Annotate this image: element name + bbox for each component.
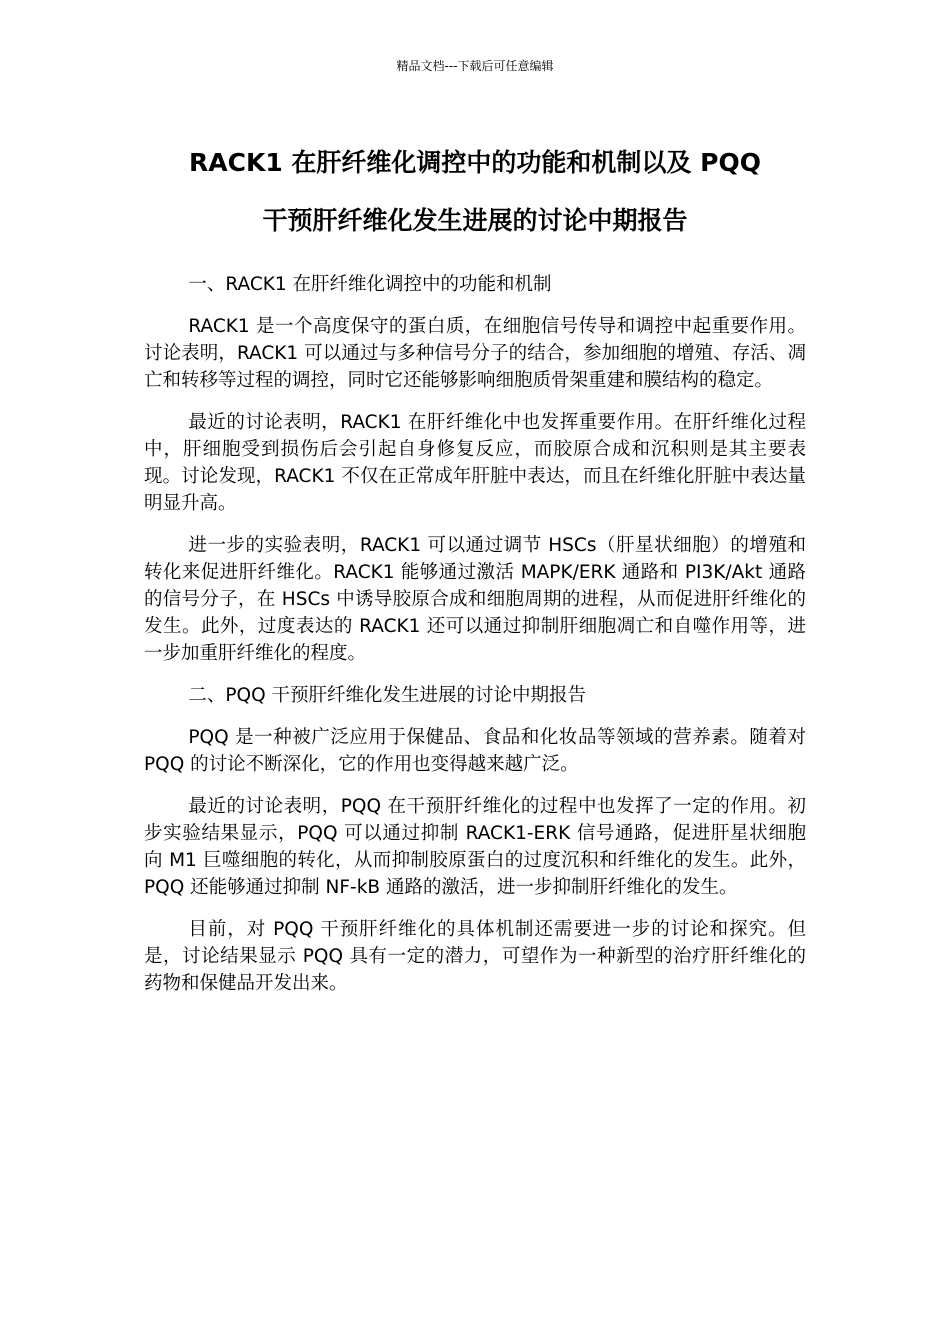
- paragraph: 进一步的实验表明，RACK1 可以通过调节 HSCs（肝星状细胞）的增殖和转化来促进肝纤维化。RACK1 能够通过激活 MAPK/ERK 通路和 PI3K/Akt 通路的信号分子，在 HSCs 中诱导胶原合成和细胞周期的进程，从而促进肝纤维化的发生。此外，过度表达的 RACK1 还可以通过抑制肝细胞凋亡和自噬作用等，进一步加重肝纤维化的程度。: [144, 535, 806, 664]
- section-1: [144, 271, 806, 667]
- title-line-2: 干预肝纤维化发生进展的讨论中期报告: [262, 206, 688, 235]
- paragraph: 最近的讨论表明，PQQ 在干预肝纤维化的过程中也发挥了一定的作用。初步实验结果显示，PQQ 可以通过抑制 RACK1-ERK 信号通路，促进肝星状细胞向 M1 巨噬细胞的转化，从而抑制胶原蛋白的过度沉积和纤维化的发生。此外，PQQ 还能够通过抑制 NF-kB 通路的激活，进一步抑制肝纤维化的发生。: [144, 796, 806, 898]
- document-body: [144, 271, 806, 1011]
- section-heading: 二、PQQ 干预肝纤维化发生进展的讨论中期报告: [188, 685, 587, 706]
- paragraph: 目前，对 PQQ 干预肝纤维化的具体机制还需要进一步的讨论和探究。但是，讨论结果显示 PQQ 具有一定的潜力，可望作为一种新型的治疗肝纤维化的药物和保健品开发出来。: [144, 919, 806, 994]
- paragraph: PQQ 是一种被广泛应用于保健品、食品和化妆品等领域的营养素。随着对 PQQ 的讨论不断深化，它的作用也变得越来越广泛。: [144, 727, 806, 775]
- paragraph: 最近的讨论表明，RACK1 在肝纤维化中也发挥重要作用。在肝纤维化过程中，肝细胞受到损伤后会引起自身修复反应，而胶原合成和沉积则是其主要表现。讨论发现，RACK1 不仅在正常成年肝脏中表达，而且在纤维化肝脏中表达量明显升高。: [144, 412, 806, 514]
- section-heading: 一、RACK1 在肝纤维化调控中的功能和机制: [188, 274, 552, 295]
- paragraph: RACK1 是一个高度保守的蛋白质，在细胞信号传导和调控中起重要作用。讨论表明，RACK1 可以通过与多种信号分子的结合，参加细胞的增殖、存活、凋亡和转移等过程的调控，同时它还能够影响细胞质骨架重建和膜结构的稳定。: [144, 316, 806, 391]
- section-2: [144, 682, 806, 997]
- document-title: [130, 134, 820, 250]
- page-header: 精品文档---下载后可任意编辑: [396, 59, 554, 73]
- title-line-1: RACK1 在肝纤维化调控中的功能和机制以及 PQQ: [189, 148, 761, 177]
